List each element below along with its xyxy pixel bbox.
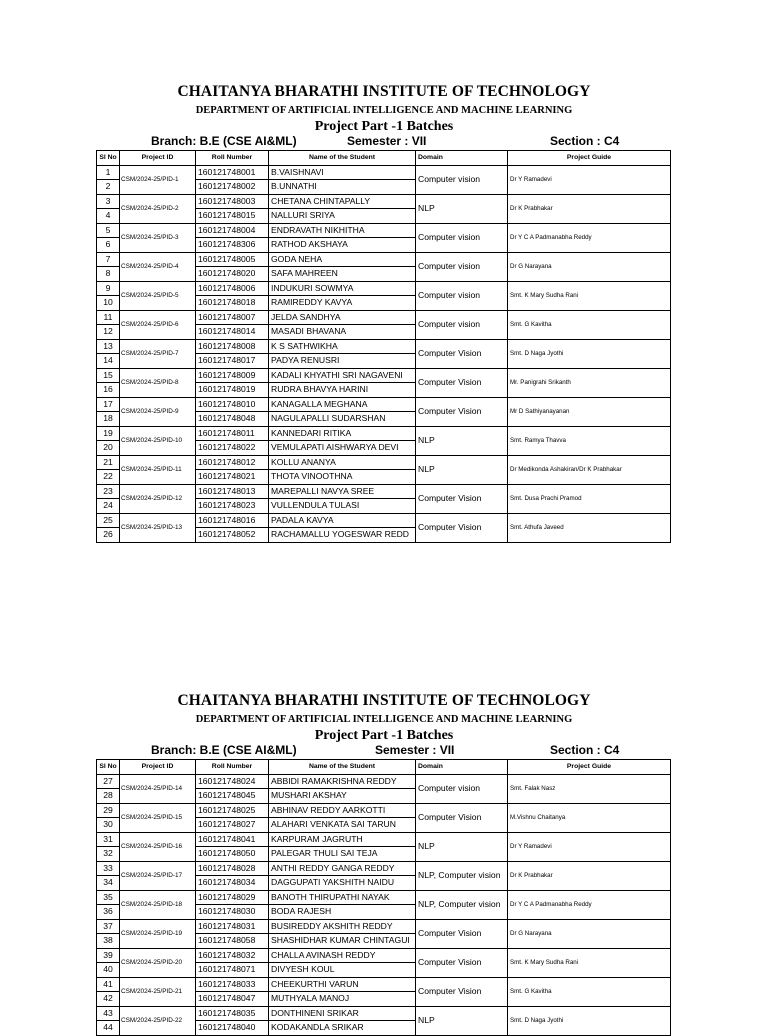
- domain-cell: Computer vision: [416, 223, 508, 252]
- sl-no-cell: 10: [97, 296, 120, 311]
- sl-no-cell: 27: [97, 774, 120, 789]
- table-row: [97, 165, 671, 180]
- domain-cell: Computer vision: [416, 165, 508, 194]
- roll-number-cell: 160121748029: [196, 890, 269, 905]
- table-row: [97, 803, 671, 818]
- project-guide-cell: Dr Medikonda Ashakiran/Dr K Prabhakar: [508, 455, 671, 484]
- student-name-cell: BODA RAJESH: [269, 905, 416, 920]
- table-row: [97, 426, 671, 441]
- sl-no-cell: 25: [97, 513, 120, 528]
- student-name-cell: NALLURI SRIYA: [269, 209, 416, 224]
- project-id-cell: CSM/2024-25/PID-22: [120, 1006, 196, 1035]
- project-guide-cell: Smt. K Mary Sudha Rani: [508, 948, 671, 977]
- project-id-cell: CSM/2024-25/PID-5: [120, 281, 196, 310]
- header-student-name: Name of the Student: [269, 760, 416, 775]
- sl-no-cell: 36: [97, 905, 120, 920]
- roll-number-cell: 160121748006: [196, 281, 269, 296]
- roll-number-cell: 160121748012: [196, 455, 269, 470]
- table-row: [97, 252, 671, 267]
- domain-cell: NLP: [416, 832, 508, 861]
- roll-number-cell: 160121748034: [196, 876, 269, 891]
- sl-no-cell: 38: [97, 934, 120, 949]
- batches-table-1: [96, 150, 671, 543]
- project-guide-cell: Smt. Dusa Prachi Pramod: [508, 484, 671, 513]
- student-name-cell: RATHOD AKSHAYA: [269, 238, 416, 253]
- student-name-cell: ALAHARI VENKATA SAI TARUN: [269, 818, 416, 833]
- project-guide-cell: Smt. D Naga Jyothi: [508, 1006, 671, 1035]
- project-id-cell: CSM/2024-25/PID-2: [120, 194, 196, 223]
- project-id-cell: CSM/2024-25/PID-20: [120, 948, 196, 977]
- domain-cell: Computer Vision: [416, 397, 508, 426]
- domain-cell: Computer vision: [416, 774, 508, 803]
- domain-cell: Computer Vision: [416, 948, 508, 977]
- sl-no-cell: 3: [97, 194, 120, 209]
- section-label: Section : C4: [550, 134, 620, 148]
- roll-number-cell: 160121748023: [196, 499, 269, 514]
- roll-number-cell: 160121748041: [196, 832, 269, 847]
- project-id-cell: CSM/2024-25/PID-18: [120, 890, 196, 919]
- roll-number-cell: 160121748001: [196, 165, 269, 180]
- student-name-cell: SAFA MAHREEN: [269, 267, 416, 282]
- roll-number-cell: 160121748014: [196, 325, 269, 340]
- student-name-cell: KOLLU ANANYA: [269, 455, 416, 470]
- table-row: [97, 513, 671, 528]
- domain-cell: Computer Vision: [416, 919, 508, 948]
- domain-cell: Computer vision: [416, 252, 508, 281]
- roll-number-cell: 160121748007: [196, 310, 269, 325]
- sl-no-cell: 9: [97, 281, 120, 296]
- student-name-cell: PADALA KAVYA: [269, 513, 416, 528]
- sl-no-cell: 15: [97, 368, 120, 383]
- student-name-cell: KANNEDARI RITIKA: [269, 426, 416, 441]
- project-guide-cell: Dr Y C A Padmanabha Reddy: [508, 223, 671, 252]
- roll-number-cell: 160121748024: [196, 774, 269, 789]
- semester-label-2: Semester : VII: [375, 743, 455, 757]
- header-project-guide: Project Guide: [508, 151, 671, 166]
- student-name-cell: DAGGUPATI YAKSHITH NAIDU: [269, 876, 416, 891]
- project-guide-cell: Smt. Falak Nasz: [508, 774, 671, 803]
- batches-table-2: [96, 759, 671, 1036]
- table-row: [97, 368, 671, 383]
- roll-number-cell: 160121748022: [196, 441, 269, 456]
- domain-cell: Computer Vision: [416, 977, 508, 1006]
- roll-number-cell: 160121748052: [196, 528, 269, 543]
- department-title: DEPARTMENT OF ARTIFICIAL INTELLIGENCE AND MACHINE LEARNING: [195, 105, 573, 116]
- sl-no-cell: 40: [97, 963, 120, 978]
- domain-cell: NLP, Computer vision: [416, 890, 508, 919]
- header-roll-number: Roll Number: [196, 151, 269, 166]
- roll-number-cell: 160121748306: [196, 238, 269, 253]
- domain-cell: NLP: [416, 194, 508, 223]
- roll-number-cell: 160121748045: [196, 789, 269, 804]
- project-id-cell: CSM/2024-25/PID-9: [120, 397, 196, 426]
- roll-number-cell: 160121748011: [196, 426, 269, 441]
- project-id-cell: CSM/2024-25/PID-8: [120, 368, 196, 397]
- roll-number-cell: 160121748018: [196, 296, 269, 311]
- sl-no-cell: 8: [97, 267, 120, 282]
- project-guide-cell: Mr D Sathiyanayanan: [508, 397, 671, 426]
- student-name-cell: ABHINAV REDDY AARKOTTI: [269, 803, 416, 818]
- institute-title: CHAITANYA BHARATHI INSTITUTE OF TECHNOLOGY: [177, 83, 591, 100]
- roll-number-cell: 160121748050: [196, 847, 269, 862]
- domain-cell: NLP: [416, 426, 508, 455]
- project-id-cell: CSM/2024-25/PID-13: [120, 513, 196, 542]
- roll-number-cell: 160121748032: [196, 948, 269, 963]
- student-name-cell: KARPURAM JAGRUTH: [269, 832, 416, 847]
- sl-no-cell: 22: [97, 470, 120, 485]
- student-name-cell: BANOTH THIRUPATHI NAYAK: [269, 890, 416, 905]
- roll-number-cell: 160121748033: [196, 977, 269, 992]
- roll-number-cell: 160121748020: [196, 267, 269, 282]
- sl-no-cell: 16: [97, 383, 120, 398]
- student-name-cell: CHALLA AVINASH REDDY: [269, 948, 416, 963]
- project-id-cell: CSM/2024-25/PID-19: [120, 919, 196, 948]
- project-guide-cell: Dr G Narayana: [508, 252, 671, 281]
- student-name-cell: K S SATHWIKHA: [269, 339, 416, 354]
- project-guide-cell: Mr. Panigrahi Srikanth: [508, 368, 671, 397]
- student-name-cell: THOTA VINOOTHNA: [269, 470, 416, 485]
- branch-label-2: Branch: B.E (CSE AI&ML): [151, 743, 297, 757]
- project-guide-cell: Smt. G Kavitha: [508, 977, 671, 1006]
- roll-number-cell: 160121748004: [196, 223, 269, 238]
- roll-number-cell: 160121748048: [196, 412, 269, 427]
- project-id-cell: CSM/2024-25/PID-6: [120, 310, 196, 339]
- project-guide-cell: Dr K Prabhakar: [508, 861, 671, 890]
- table-row: [97, 484, 671, 499]
- roll-number-cell: 160121748010: [196, 397, 269, 412]
- sl-no-cell: 24: [97, 499, 120, 514]
- sl-no-cell: 23: [97, 484, 120, 499]
- student-name-cell: MAREPALLI NAVYA SREE: [269, 484, 416, 499]
- roll-number-cell: 160121748031: [196, 919, 269, 934]
- sl-no-cell: 11: [97, 310, 120, 325]
- sl-no-cell: 31: [97, 832, 120, 847]
- student-name-cell: RUDRA BHAVYA HARINI: [269, 383, 416, 398]
- student-name-cell: KADALI KHYATHI SRI NAGAVENI: [269, 368, 416, 383]
- roll-number-cell: 160121748040: [196, 1021, 269, 1036]
- sl-no-cell: 35: [97, 890, 120, 905]
- project-title-2: Project Part -1 Batches: [314, 728, 454, 743]
- table-row: [97, 223, 671, 238]
- sl-no-cell: 13: [97, 339, 120, 354]
- table-row: [97, 977, 671, 992]
- header-roll-number: Roll Number: [196, 760, 269, 775]
- project-id-cell: CSM/2024-25/PID-16: [120, 832, 196, 861]
- sl-no-cell: 41: [97, 977, 120, 992]
- roll-number-cell: 160121748035: [196, 1006, 269, 1021]
- header-sl-no: Sl No: [97, 151, 120, 166]
- roll-number-cell: 160121748027: [196, 818, 269, 833]
- project-guide-cell: Smt. G Kavitha: [508, 310, 671, 339]
- roll-number-cell: 160121748025: [196, 803, 269, 818]
- domain-cell: Computer Vision: [416, 339, 508, 368]
- sl-no-cell: 26: [97, 528, 120, 543]
- sl-no-cell: 4: [97, 209, 120, 224]
- roll-number-cell: 160121748030: [196, 905, 269, 920]
- sl-no-cell: 17: [97, 397, 120, 412]
- student-name-cell: ANTHI REDDY GANGA REDDY: [269, 861, 416, 876]
- department-title-2: DEPARTMENT OF ARTIFICIAL INTELLIGENCE AND MACHINE LEARNING: [195, 714, 573, 725]
- sl-no-cell: 34: [97, 876, 120, 891]
- table-row: [97, 890, 671, 905]
- student-name-cell: DONTHINENI SRIKAR: [269, 1006, 416, 1021]
- project-id-cell: CSM/2024-25/PID-21: [120, 977, 196, 1006]
- roll-number-cell: 160121748016: [196, 513, 269, 528]
- sl-no-cell: 29: [97, 803, 120, 818]
- student-name-cell: ABBIDI RAMAKRISHNA REDDY: [269, 774, 416, 789]
- student-name-cell: MUTHYALA MANOJ: [269, 992, 416, 1007]
- roll-number-cell: 160121748028: [196, 861, 269, 876]
- student-name-cell: KODAKANDLA SRIKAR: [269, 1021, 416, 1036]
- project-guide-cell: Dr Y C A Padmanabha Reddy: [508, 890, 671, 919]
- sl-no-cell: 6: [97, 238, 120, 253]
- student-name-cell: MUSHARI AKSHAY: [269, 789, 416, 804]
- project-id-cell: CSM/2024-25/PID-11: [120, 455, 196, 484]
- project-guide-cell: Smt. Athufa Javeed: [508, 513, 671, 542]
- sl-no-cell: 42: [97, 992, 120, 1007]
- project-id-cell: CSM/2024-25/PID-3: [120, 223, 196, 252]
- table-row: [97, 455, 671, 470]
- table-row: [97, 832, 671, 847]
- student-name-cell: ENDRAVATH NIKHITHA: [269, 223, 416, 238]
- project-id-cell: CSM/2024-25/PID-17: [120, 861, 196, 890]
- table-row: [97, 281, 671, 296]
- roll-number-cell: 160121748003: [196, 194, 269, 209]
- roll-number-cell: 160121748013: [196, 484, 269, 499]
- project-guide-cell: Smt. D Naga Jyothi: [508, 339, 671, 368]
- student-name-cell: PADYA RENUSRI: [269, 354, 416, 369]
- domain-cell: Computer Vision: [416, 484, 508, 513]
- header-student-name: Name of the Student: [269, 151, 416, 166]
- project-id-cell: CSM/2024-25/PID-14: [120, 774, 196, 803]
- sl-no-cell: 2: [97, 180, 120, 195]
- sl-no-cell: 12: [97, 325, 120, 340]
- sl-no-cell: 30: [97, 818, 120, 833]
- roll-number-cell: 160121748071: [196, 963, 269, 978]
- student-name-cell: CHETANA CHINTAPALLY: [269, 194, 416, 209]
- project-guide-cell: Dr G Narayana: [508, 919, 671, 948]
- roll-number-cell: 160121748009: [196, 368, 269, 383]
- table-header-row: [97, 760, 671, 775]
- domain-cell: NLP, Computer vision: [416, 861, 508, 890]
- sl-no-cell: 32: [97, 847, 120, 862]
- student-name-cell: VULLENDULA TULASI: [269, 499, 416, 514]
- header-domain: Domain: [416, 151, 508, 166]
- project-id-cell: CSM/2024-25/PID-12: [120, 484, 196, 513]
- project-title: Project Part -1 Batches: [314, 119, 454, 134]
- student-name-cell: B.UNNATHI: [269, 180, 416, 195]
- header-domain: Domain: [416, 760, 508, 775]
- project-id-cell: CSM/2024-25/PID-1: [120, 165, 196, 194]
- project-guide-cell: Smt. Ramya Thavva: [508, 426, 671, 455]
- sl-no-cell: 18: [97, 412, 120, 427]
- project-guide-cell: Dr Y Ramadevi: [508, 165, 671, 194]
- table-header-row: [97, 151, 671, 166]
- roll-number-cell: 160121748058: [196, 934, 269, 949]
- student-name-cell: GODA NEHA: [269, 252, 416, 267]
- project-guide-cell: M.Vishnu Chaitanya: [508, 803, 671, 832]
- table-row: [97, 861, 671, 876]
- student-name-cell: KANAGALLA MEGHANA: [269, 397, 416, 412]
- header-sl-no: Sl No: [97, 760, 120, 775]
- sl-no-cell: 19: [97, 426, 120, 441]
- domain-cell: NLP: [416, 455, 508, 484]
- roll-number-cell: 160121748008: [196, 339, 269, 354]
- sl-no-cell: 1: [97, 165, 120, 180]
- sl-no-cell: 20: [97, 441, 120, 456]
- semester-label: Semester : VII: [347, 134, 427, 148]
- sl-no-cell: 28: [97, 789, 120, 804]
- domain-cell: Computer vision: [416, 310, 508, 339]
- table-row: [97, 1006, 671, 1021]
- header-project-id: Project ID: [120, 760, 196, 775]
- table-row: [97, 397, 671, 412]
- student-name-cell: DIVYESH KOUL: [269, 963, 416, 978]
- table-row: [97, 310, 671, 325]
- table-row: [97, 774, 671, 789]
- student-name-cell: CHEEKURTHI VARUN: [269, 977, 416, 992]
- sl-no-cell: 5: [97, 223, 120, 238]
- roll-number-cell: 160121748021: [196, 470, 269, 485]
- student-name-cell: PALEGAR THULI SAI TEJA: [269, 847, 416, 862]
- sl-no-cell: 37: [97, 919, 120, 934]
- domain-cell: Computer Vision: [416, 368, 508, 397]
- sl-no-cell: 7: [97, 252, 120, 267]
- sl-no-cell: 21: [97, 455, 120, 470]
- student-name-cell: NAGULAPALLI SUDARSHAN: [269, 412, 416, 427]
- project-guide-cell: Dr Y Ramadevi: [508, 832, 671, 861]
- sl-no-cell: 43: [97, 1006, 120, 1021]
- project-id-cell: CSM/2024-25/PID-10: [120, 426, 196, 455]
- student-name-cell: B.VAISHNAVI: [269, 165, 416, 180]
- sl-no-cell: 33: [97, 861, 120, 876]
- institute-title-2: CHAITANYA BHARATHI INSTITUTE OF TECHNOLOGY: [177, 692, 591, 709]
- student-name-cell: BUSIREDDY AKSHITH REDDY: [269, 919, 416, 934]
- project-guide-cell: Smt. K Mary Sudha Rani: [508, 281, 671, 310]
- student-name-cell: RACHAMALLU YOGESWAR REDD: [269, 528, 416, 543]
- domain-cell: Computer Vision: [416, 803, 508, 832]
- sl-no-cell: 44: [97, 1021, 120, 1036]
- student-name-cell: RAMIREDDY KAVYA: [269, 296, 416, 311]
- sl-no-cell: 39: [97, 948, 120, 963]
- section-label-2: Section : C4: [550, 743, 620, 757]
- domain-cell: NLP: [416, 1006, 508, 1035]
- project-guide-cell: Dr K Prabhakar: [508, 194, 671, 223]
- domain-cell: Computer Vision: [416, 513, 508, 542]
- header-project-guide: Project Guide: [508, 760, 671, 775]
- roll-number-cell: 160121748019: [196, 383, 269, 398]
- project-id-cell: CSM/2024-25/PID-7: [120, 339, 196, 368]
- header-project-id: Project ID: [120, 151, 196, 166]
- roll-number-cell: 160121748005: [196, 252, 269, 267]
- roll-number-cell: 160121748017: [196, 354, 269, 369]
- domain-cell: Computer vision: [416, 281, 508, 310]
- student-name-cell: JELDA SANDHYA: [269, 310, 416, 325]
- table-row: [97, 339, 671, 354]
- project-id-cell: CSM/2024-25/PID-15: [120, 803, 196, 832]
- table-row: [97, 948, 671, 963]
- student-name-cell: VEMULAPATI AISHWARYA DEVI: [269, 441, 416, 456]
- roll-number-cell: 160121748015: [196, 209, 269, 224]
- student-name-cell: MASADI BHAVANA: [269, 325, 416, 340]
- project-id-cell: CSM/2024-25/PID-4: [120, 252, 196, 281]
- student-name-cell: SHASHIDHAR KUMAR CHINTAGUI: [269, 934, 416, 949]
- student-name-cell: INDUKURI SOWMYA: [269, 281, 416, 296]
- sl-no-cell: 14: [97, 354, 120, 369]
- roll-number-cell: 160121748047: [196, 992, 269, 1007]
- branch-label: Branch: B.E (CSE AI&ML): [151, 134, 297, 148]
- roll-number-cell: 160121748002: [196, 180, 269, 195]
- table-row: [97, 194, 671, 209]
- table-row: [97, 919, 671, 934]
